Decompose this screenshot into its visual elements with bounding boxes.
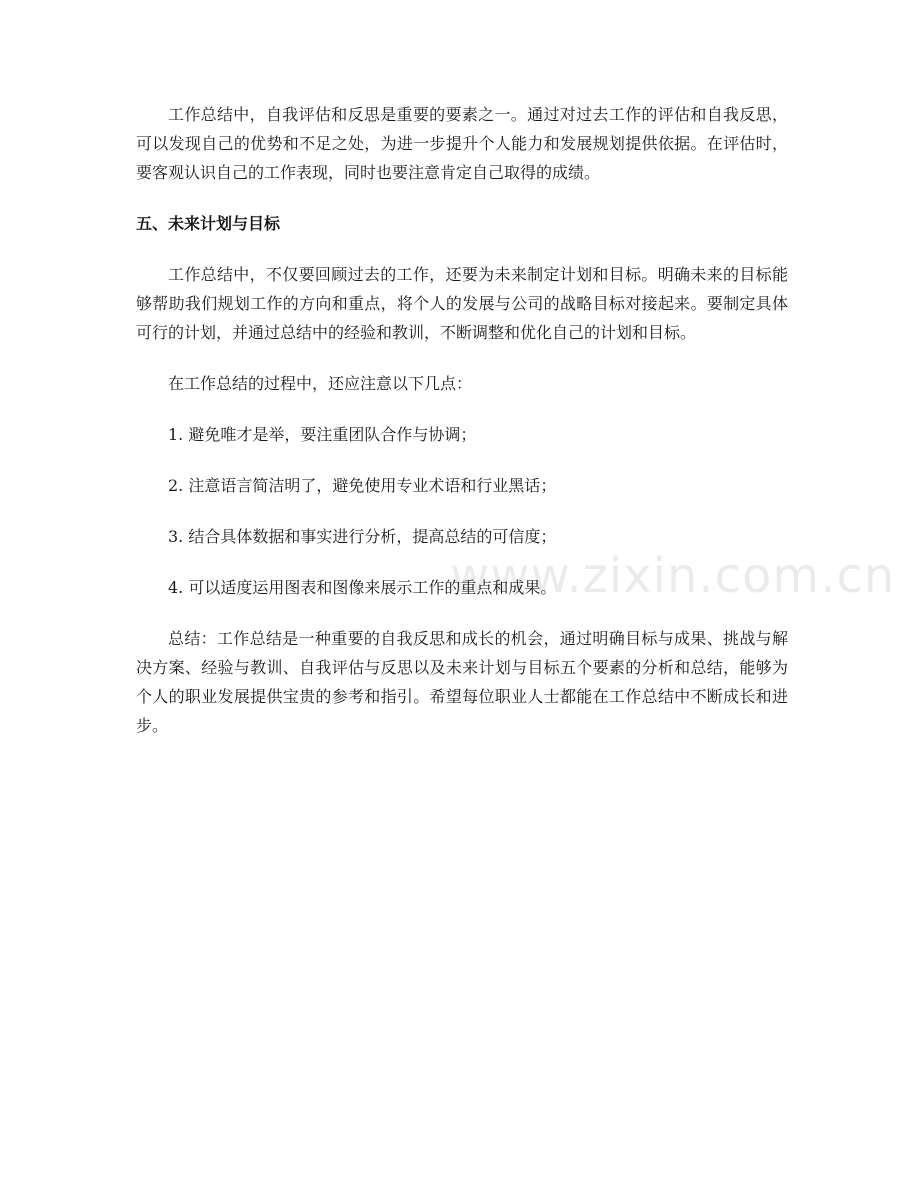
list-item: 4. 可以适度运用图表和图像来展示工作的重点和成果。 bbox=[168, 578, 557, 597]
summary-paragraph: 总结：工作总结是一种重要的自我反思和成长的机会，通过明确目标与成果、挑战与解决方案、经验与教训、自我评估与反思以及未来计划与目标五个要素的分析和总结，能够为个人的职业发展提供宝贵的参考和指引。希望每位职业人士都能在工作总结中不断成长和进步。 bbox=[136, 629, 788, 735]
list-item: 3. 结合具体数据和事实进行分析，提高总结的可信度； bbox=[168, 527, 557, 546]
list-item: 1. 避免唯才是举，要注重团队合作与协调； bbox=[168, 425, 477, 444]
paragraph-self-assessment: 工作总结中，自我评估和反思是重要的要素之一。通过对过去工作的评估和自我反思，可以发现自己的优势和不足之处，为进一步提升个人能力和发展规划提供依据。在评估时，要客观认识自己的工作表现，同时也要注意肯定自己取得的成绩。 bbox=[136, 105, 788, 182]
list-intro: 在工作总结的过程中，还应注意以下几点： bbox=[168, 374, 473, 393]
watermark: www.zixin.com.cn bbox=[450, 548, 896, 604]
document-body bbox=[136, 100, 788, 762]
paragraph-future-plan: 工作总结中，不仅要回顾过去的工作，还要为未来制定计划和目标。明确未来的目标能够帮助我们规划工作的方向和重点，将个人的发展与公司的战略目标对接起来。要制定具体可行的计划，并通过总结中的经验和教训，不断调整和优化自己的计划和目标。 bbox=[136, 265, 788, 342]
list-item: 2. 注意语言简洁明了，避免使用专业术语和行业黑话； bbox=[168, 476, 557, 495]
section-heading: 五、未来计划与目标 bbox=[136, 214, 281, 233]
